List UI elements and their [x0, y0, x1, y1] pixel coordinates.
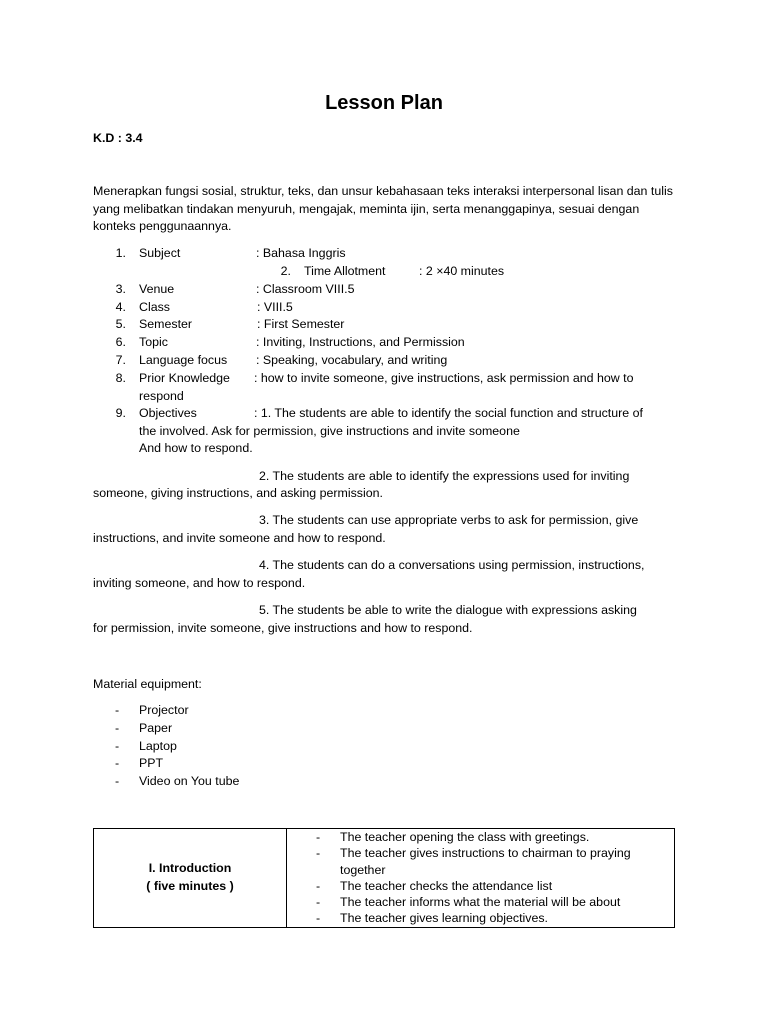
list-item — [287, 829, 654, 845]
bullet-dash: - — [316, 895, 321, 910]
phase-duration: ( five minutes ) — [146, 879, 234, 893]
list-value-continuation: And how to respond. — [139, 441, 253, 455]
objective-line: 3. The students can use appropriate verbs to ask for permission, give — [259, 513, 639, 527]
list-number: 7. — [115, 353, 126, 367]
material-item: Paper — [139, 721, 173, 735]
material-item: Projector — [139, 703, 189, 717]
bullet-dash: - — [115, 756, 120, 770]
list-value-continuation: the involved. Ask for permission, give instructions and invite someone — [139, 424, 520, 438]
list-item — [287, 894, 654, 910]
list-number: 4. — [115, 300, 126, 314]
list-item — [287, 910, 654, 926]
page-title: Lesson Plan — [325, 92, 443, 114]
bullet-dash: - — [115, 721, 120, 735]
phase-title: I. Introduction — [148, 861, 232, 876]
list-label: Subject — [139, 246, 181, 260]
list-label: Objectives — [139, 406, 197, 420]
table-row — [94, 829, 675, 928]
material-item: PPT — [139, 756, 164, 770]
list-label: Topic — [139, 335, 168, 349]
list-number: 2. — [280, 264, 291, 278]
bullet-dash: - — [316, 911, 321, 926]
list-item — [287, 845, 654, 878]
list-value: : Speaking, vocabulary, and writing — [256, 353, 448, 367]
activity-text: The teacher gives learning objectives. — [340, 911, 549, 926]
list-value-continuation: respond — [139, 389, 184, 403]
objective-line: for permission, invite someone, give instructions and how to respond. — [93, 621, 473, 635]
list-value: : how to invite someone, give instructions, ask permission and how to — [254, 371, 634, 385]
activity-text: The teacher informs what the material will be about — [340, 895, 621, 910]
material-item: Video on You tube — [139, 774, 240, 788]
objective-line: someone, giving instructions, and asking permission. — [93, 486, 383, 500]
objective-line: 4. The students can do a conversations using permission, instructions, — [259, 558, 645, 572]
list-label: Language focus — [139, 353, 228, 367]
activity-table — [93, 828, 675, 928]
material-item: Laptop — [139, 739, 177, 753]
table-cell-phase — [94, 829, 287, 928]
objective-line: 2. The students are able to identify the expressions used for inviting — [259, 469, 630, 483]
list-number: 1. — [115, 246, 126, 260]
activity-text: The teacher gives instructions to chairman to praying together — [340, 846, 631, 877]
bullet-dash: - — [115, 739, 120, 753]
list-label: Semester — [139, 317, 193, 331]
list-value: : VIII.5 — [257, 300, 293, 314]
objective-line: inviting someone, and how to respond. — [93, 576, 306, 590]
activity-text: The teacher opening the class with greetings. — [340, 830, 590, 844]
material-heading: Material equipment: — [93, 677, 202, 691]
list-value: : 2 ×40 minutes — [419, 264, 505, 278]
list-number: 6. — [115, 335, 126, 349]
list-number: 8. — [115, 371, 126, 385]
list-label: Class — [139, 300, 170, 314]
list-value: : First Semester — [257, 317, 345, 331]
list-label: Time Allotment — [304, 264, 386, 278]
list-label: Prior Knowledge — [139, 371, 230, 385]
bullet-dash: - — [115, 774, 120, 788]
table-cell-activities — [287, 829, 675, 928]
list-number: 5. — [115, 317, 126, 331]
intro-paragraph: Menerapkan fungsi sosial, struktur, teks, dan unsur kebahasaan teks interaksi interpersonal lisan dan tulis yang melibatkan tindakan menyuruh, mengajak, meminta ijin, serta menanggapinya, sesuai dengan konteks penggunaannya. — [93, 184, 673, 234]
list-item — [287, 878, 654, 894]
bullet-dash: - — [316, 830, 321, 844]
activity-text: The teacher checks the attendance list — [340, 878, 553, 893]
list-value: : Classroom VIII.5 — [256, 282, 355, 296]
kd-label: K.D : 3.4 — [93, 131, 143, 145]
objective-line: 5. The students be able to write the dialogue with expressions asking — [259, 603, 637, 617]
bullet-dash: - — [316, 878, 321, 893]
bullet-dash: - — [115, 703, 120, 717]
list-value: : Inviting, Instructions, and Permission — [256, 335, 465, 349]
list-label: Venue — [139, 282, 175, 296]
list-value: : 1. The students are able to identify the social function and structure of — [254, 406, 643, 420]
list-value: : Bahasa Inggris — [256, 246, 346, 260]
list-number: 3. — [115, 282, 126, 296]
bullet-dash: - — [316, 846, 321, 861]
list-number: 9. — [115, 406, 126, 420]
objective-line: instructions, and invite someone and how to respond. — [93, 531, 386, 545]
